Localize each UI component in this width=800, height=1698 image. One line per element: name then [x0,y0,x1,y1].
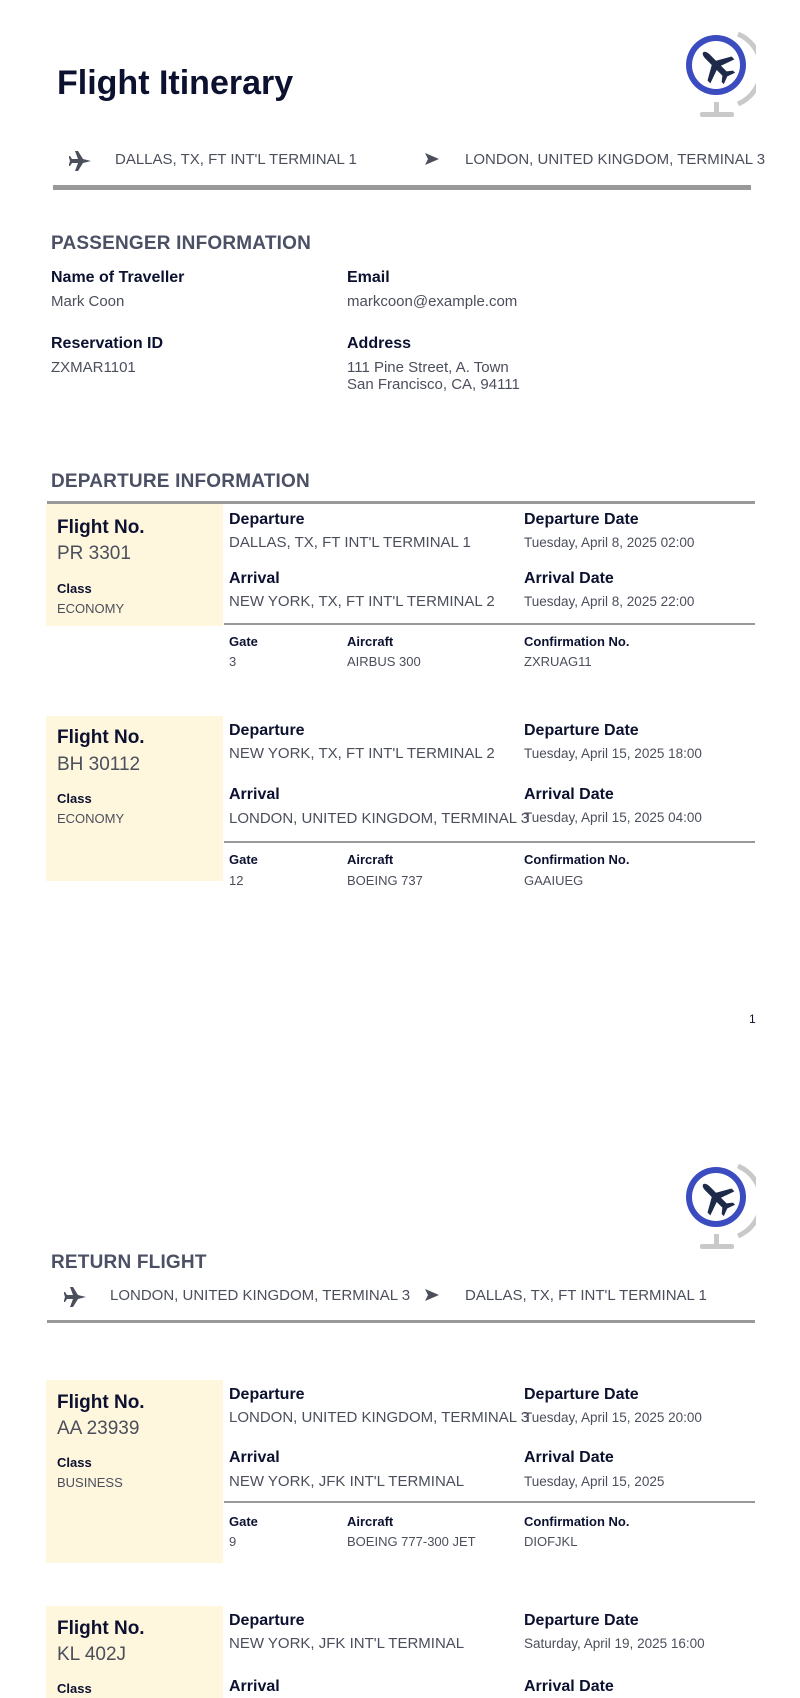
departure-label: Departure [229,511,305,528]
arrival-label: Arrival [229,1449,280,1466]
flight-no-value: PR 3301 [57,543,131,564]
confirmation-value: GAAIUEG [524,873,584,888]
departure-date-label: Departure Date [524,722,639,739]
globe-plane-icon [680,28,756,124]
gate-label: Gate [229,634,258,649]
class-label: Class [57,1455,92,1470]
route-destination: LONDON, UNITED KINGDOM, TERMINAL 3 [465,151,766,168]
page-title: Flight Itinerary [57,64,294,102]
aircraft-label: Aircraft [347,852,394,867]
arrival-date-value: Tuesday, April 8, 2025 22:00 [524,594,695,609]
flight-no-value: BH 30112 [57,754,141,775]
gate-label: Gate [229,1514,258,1529]
departure-value: NEW YORK, JFK INT'L TERMINAL [229,1635,465,1652]
traveller-name-value: Mark Coon [51,293,125,310]
class-label: Class [57,1681,92,1696]
airplane-icon [69,150,93,172]
arrival-label: Arrival [229,1678,280,1695]
aircraft-value: AIRBUS 300 [347,654,421,669]
globe-plane-icon [680,1160,756,1256]
class-value: ECONOMY [57,601,125,616]
arrival-date-label: Arrival Date [524,786,614,803]
arrival-label: Arrival [229,570,280,587]
arrow-icon [424,151,440,167]
route-origin: DALLAS, TX, FT INT'L TERMINAL 1 [115,151,357,168]
gate-label: Gate [229,852,258,867]
return-divider [47,1320,755,1323]
departure-date-value: Saturday, April 19, 2025 16:00 [524,1636,705,1651]
return-route-destination: DALLAS, TX, FT INT'L TERMINAL 1 [465,1287,707,1304]
reservation-value: ZXMAR1101 [51,359,136,376]
arrival-date-value: Tuesday, April 15, 2025 04:00 [524,810,702,825]
confirmation-label: Confirmation No. [524,634,630,649]
arrow-icon [424,1287,440,1303]
arrival-date-label: Arrival Date [524,570,614,587]
departure-date-value: Tuesday, April 15, 2025 18:00 [524,746,702,761]
arrival-value: NEW YORK, TX, FT INT'L TERMINAL 2 [229,593,495,610]
departure-label: Departure [229,1386,305,1403]
gate-value: 12 [229,873,244,888]
flight-no-label: Flight No. [57,727,145,748]
gate-value: 3 [229,654,237,669]
departure-value: DALLAS, TX, FT INT'L TERMINAL 1 [229,534,471,551]
traveller-name-label: Name of Traveller [51,269,185,286]
confirmation-value: ZXRUAG11 [524,654,592,669]
confirmation-label: Confirmation No. [524,852,630,867]
departure-label: Departure [229,1612,305,1629]
email-label: Email [347,269,390,286]
arrival-value: NEW YORK, JFK INT'L TERMINAL [229,1473,465,1490]
departure-date-value: Tuesday, April 8, 2025 02:00 [524,535,695,550]
flight-detail-divider [224,841,755,843]
departure-date-value: Tuesday, April 15, 2025 20:00 [524,1410,702,1425]
gate-value: 9 [229,1534,237,1549]
confirmation-value: DIOFJKL [524,1534,578,1549]
departure-date-label: Departure Date [524,511,639,528]
return-route-origin: LONDON, UNITED KINGDOM, TERMINAL 3 [110,1287,411,1304]
departure-heading: DEPARTURE INFORMATION [51,471,310,492]
flight-no-value: AA 23939 [57,1418,140,1439]
aircraft-value: BOEING 777-300 JET [347,1534,476,1549]
airplane-icon [64,1286,88,1308]
departure-date-label: Departure Date [524,1386,639,1403]
class-label: Class [57,791,92,806]
departure-value: NEW YORK, TX, FT INT'L TERMINAL 2 [229,745,495,762]
flight-detail-divider [224,1501,755,1503]
arrival-date-value: Tuesday, April 15, 2025 [524,1474,665,1489]
arrival-value: LONDON, UNITED KINGDOM, TERMINAL 3 [229,810,530,827]
class-value: BUSINESS [57,1475,123,1490]
flight-detail-divider [224,623,755,625]
aircraft-value: BOEING 737 [347,873,423,888]
flight-no-label: Flight No. [57,1618,145,1639]
aircraft-label: Aircraft [347,634,394,649]
class-value: ECONOMY [57,811,125,826]
address-line-1: 111 Pine Street, A. Town [347,359,509,376]
reservation-label: Reservation ID [51,335,164,352]
arrival-date-label: Arrival Date [524,1678,614,1695]
confirmation-label: Confirmation No. [524,1514,630,1529]
return-flight-heading: RETURN FLIGHT [51,1252,207,1273]
aircraft-label: Aircraft [347,1514,394,1529]
arrival-label: Arrival [229,786,280,803]
email-value: markcoon@example.com [347,293,518,310]
address-line-2: San Francisco, CA, 94111 [347,376,520,393]
departure-date-label: Departure Date [524,1612,639,1629]
page-number: 1 [749,1012,756,1026]
arrival-date-label: Arrival Date [524,1449,614,1466]
departure-value: LONDON, UNITED KINGDOM, TERMINAL 3 [229,1409,530,1426]
flight-no-label: Flight No. [57,517,145,538]
class-label: Class [57,581,92,596]
flight-no-value: KL 402J [57,1644,127,1665]
address-label: Address [347,335,412,352]
route-divider [53,185,751,190]
passenger-heading: PASSENGER INFORMATION [51,233,312,254]
departure-label: Departure [229,722,305,739]
flight-no-label: Flight No. [57,1392,145,1413]
